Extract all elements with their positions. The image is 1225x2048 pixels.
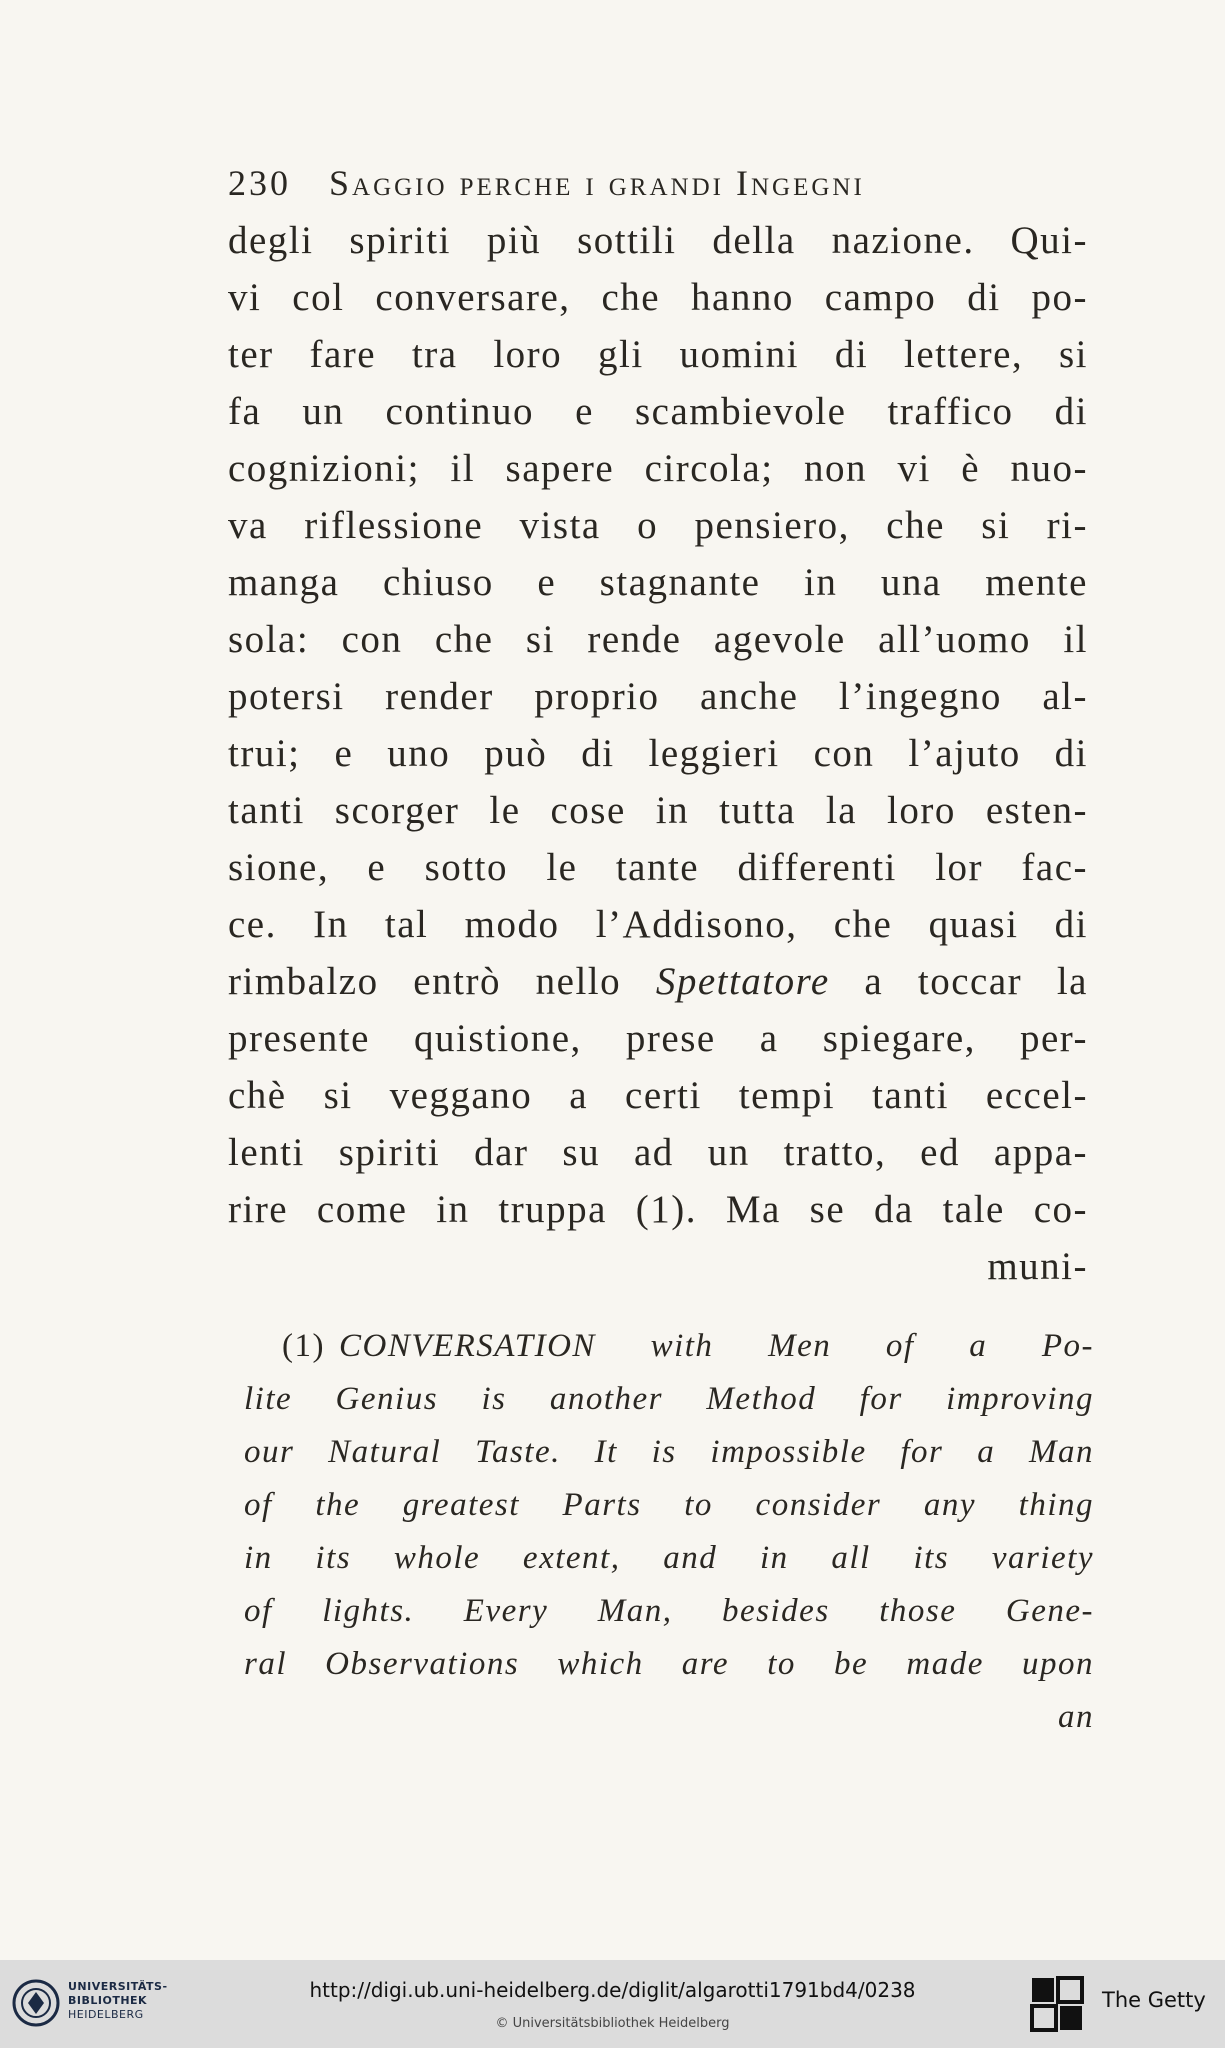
copyright-notice: © Universitätsbibliothek Heidelberg [495, 2016, 730, 2031]
text-line: ce. In tal modo l’Addisono, che quasi di [228, 903, 1088, 946]
text-line: trui; e uno può di leggieri con l’ajuto di [228, 732, 1088, 775]
permalink-url[interactable]: http://digi.ub.uni-heidelberg.de/diglit/algarotti1791bd4/0238 [309, 1978, 916, 2002]
text-line: chè si veggano a certi tempi tanti eccel- [228, 1074, 1088, 1117]
text-line: potersi render proprio anche l’ingegno al- [228, 675, 1088, 718]
footnote-line: of the greatest Parts to consider any thing [244, 1487, 1094, 1523]
catchword: muni- [987, 1245, 1088, 1288]
text-line: rire come in truppa (1). Ma se da tale co- [228, 1188, 1088, 1231]
footnote-text: CONVERSATION with Men of a Po- [338, 1328, 1094, 1364]
text-line: sione, e sotto le tante differenti lor fac- [228, 846, 1088, 889]
partner-name: The Getty [1102, 1988, 1206, 2012]
text-line: manga chiuso e stagnante in una mente [228, 561, 1088, 604]
footnote-line: in its whole extent, and in all its variety [244, 1540, 1094, 1576]
footnote-line: our Natural Taste. It is impossible for a Man [244, 1434, 1094, 1470]
footnote-line: ral Observations which are to be made upon [244, 1646, 1094, 1682]
text-line: vi col conversare, che hanno campo di po- [228, 276, 1088, 319]
text-line: va riflessione vista o pensiero, che si ri- [228, 504, 1088, 547]
university-name-line: HEIDELBERG [68, 2008, 144, 2021]
text-line: fa un continuo e scambievole traffico di [228, 390, 1088, 433]
university-name-line: UNIVERSITÄTS- [68, 1980, 168, 1993]
text-segment: rimbalzo entrò nello [228, 960, 622, 1003]
text-line: tanti scorger le cose in tutta la loro esten- [228, 789, 1088, 832]
footnote [244, 1320, 1094, 1744]
text-line: ter fare tra loro gli uomini di lettere, si [228, 333, 1088, 376]
viewer-footer [0, 1960, 1225, 2048]
text-segment: a toccar la [864, 960, 1088, 1003]
running-header [228, 162, 1108, 210]
footnote-catchword: an [1058, 1699, 1094, 1735]
header-title-3: grandi [608, 163, 724, 203]
getty-logo-icon [1030, 1976, 1084, 2032]
footnote-line: lite Genius is another Method for improving [244, 1381, 1094, 1417]
body-text [228, 212, 1088, 1295]
text-line: degli spiriti più sottili della nazione. Qui- [228, 219, 1088, 262]
text-line: cognizioni; il sapere circola; non vi è nuo- [228, 447, 1088, 490]
italic-title: Spettatore [655, 960, 830, 1003]
text-line [228, 953, 1088, 1010]
text-line: sola: con che si rende agevole all’uomo il [228, 618, 1088, 661]
footnote-line [244, 1320, 1094, 1373]
footnote-marker: (1) [282, 1328, 325, 1364]
header-title-2: i [585, 163, 597, 203]
header-title-4: Ingegni [735, 163, 865, 203]
text-line: presente quistione, prese a spiegare, per- [228, 1017, 1088, 1060]
footnote-line: of lights. Every Man, besides those Gene- [244, 1593, 1094, 1629]
header-title-1: Saggio perche [329, 163, 574, 203]
page-number: 230 [228, 163, 291, 203]
university-name-line: BIBLIOTHEK [68, 1994, 148, 2007]
text-line: lenti spiriti dar su ad un tratto, ed appa- [228, 1131, 1088, 1174]
